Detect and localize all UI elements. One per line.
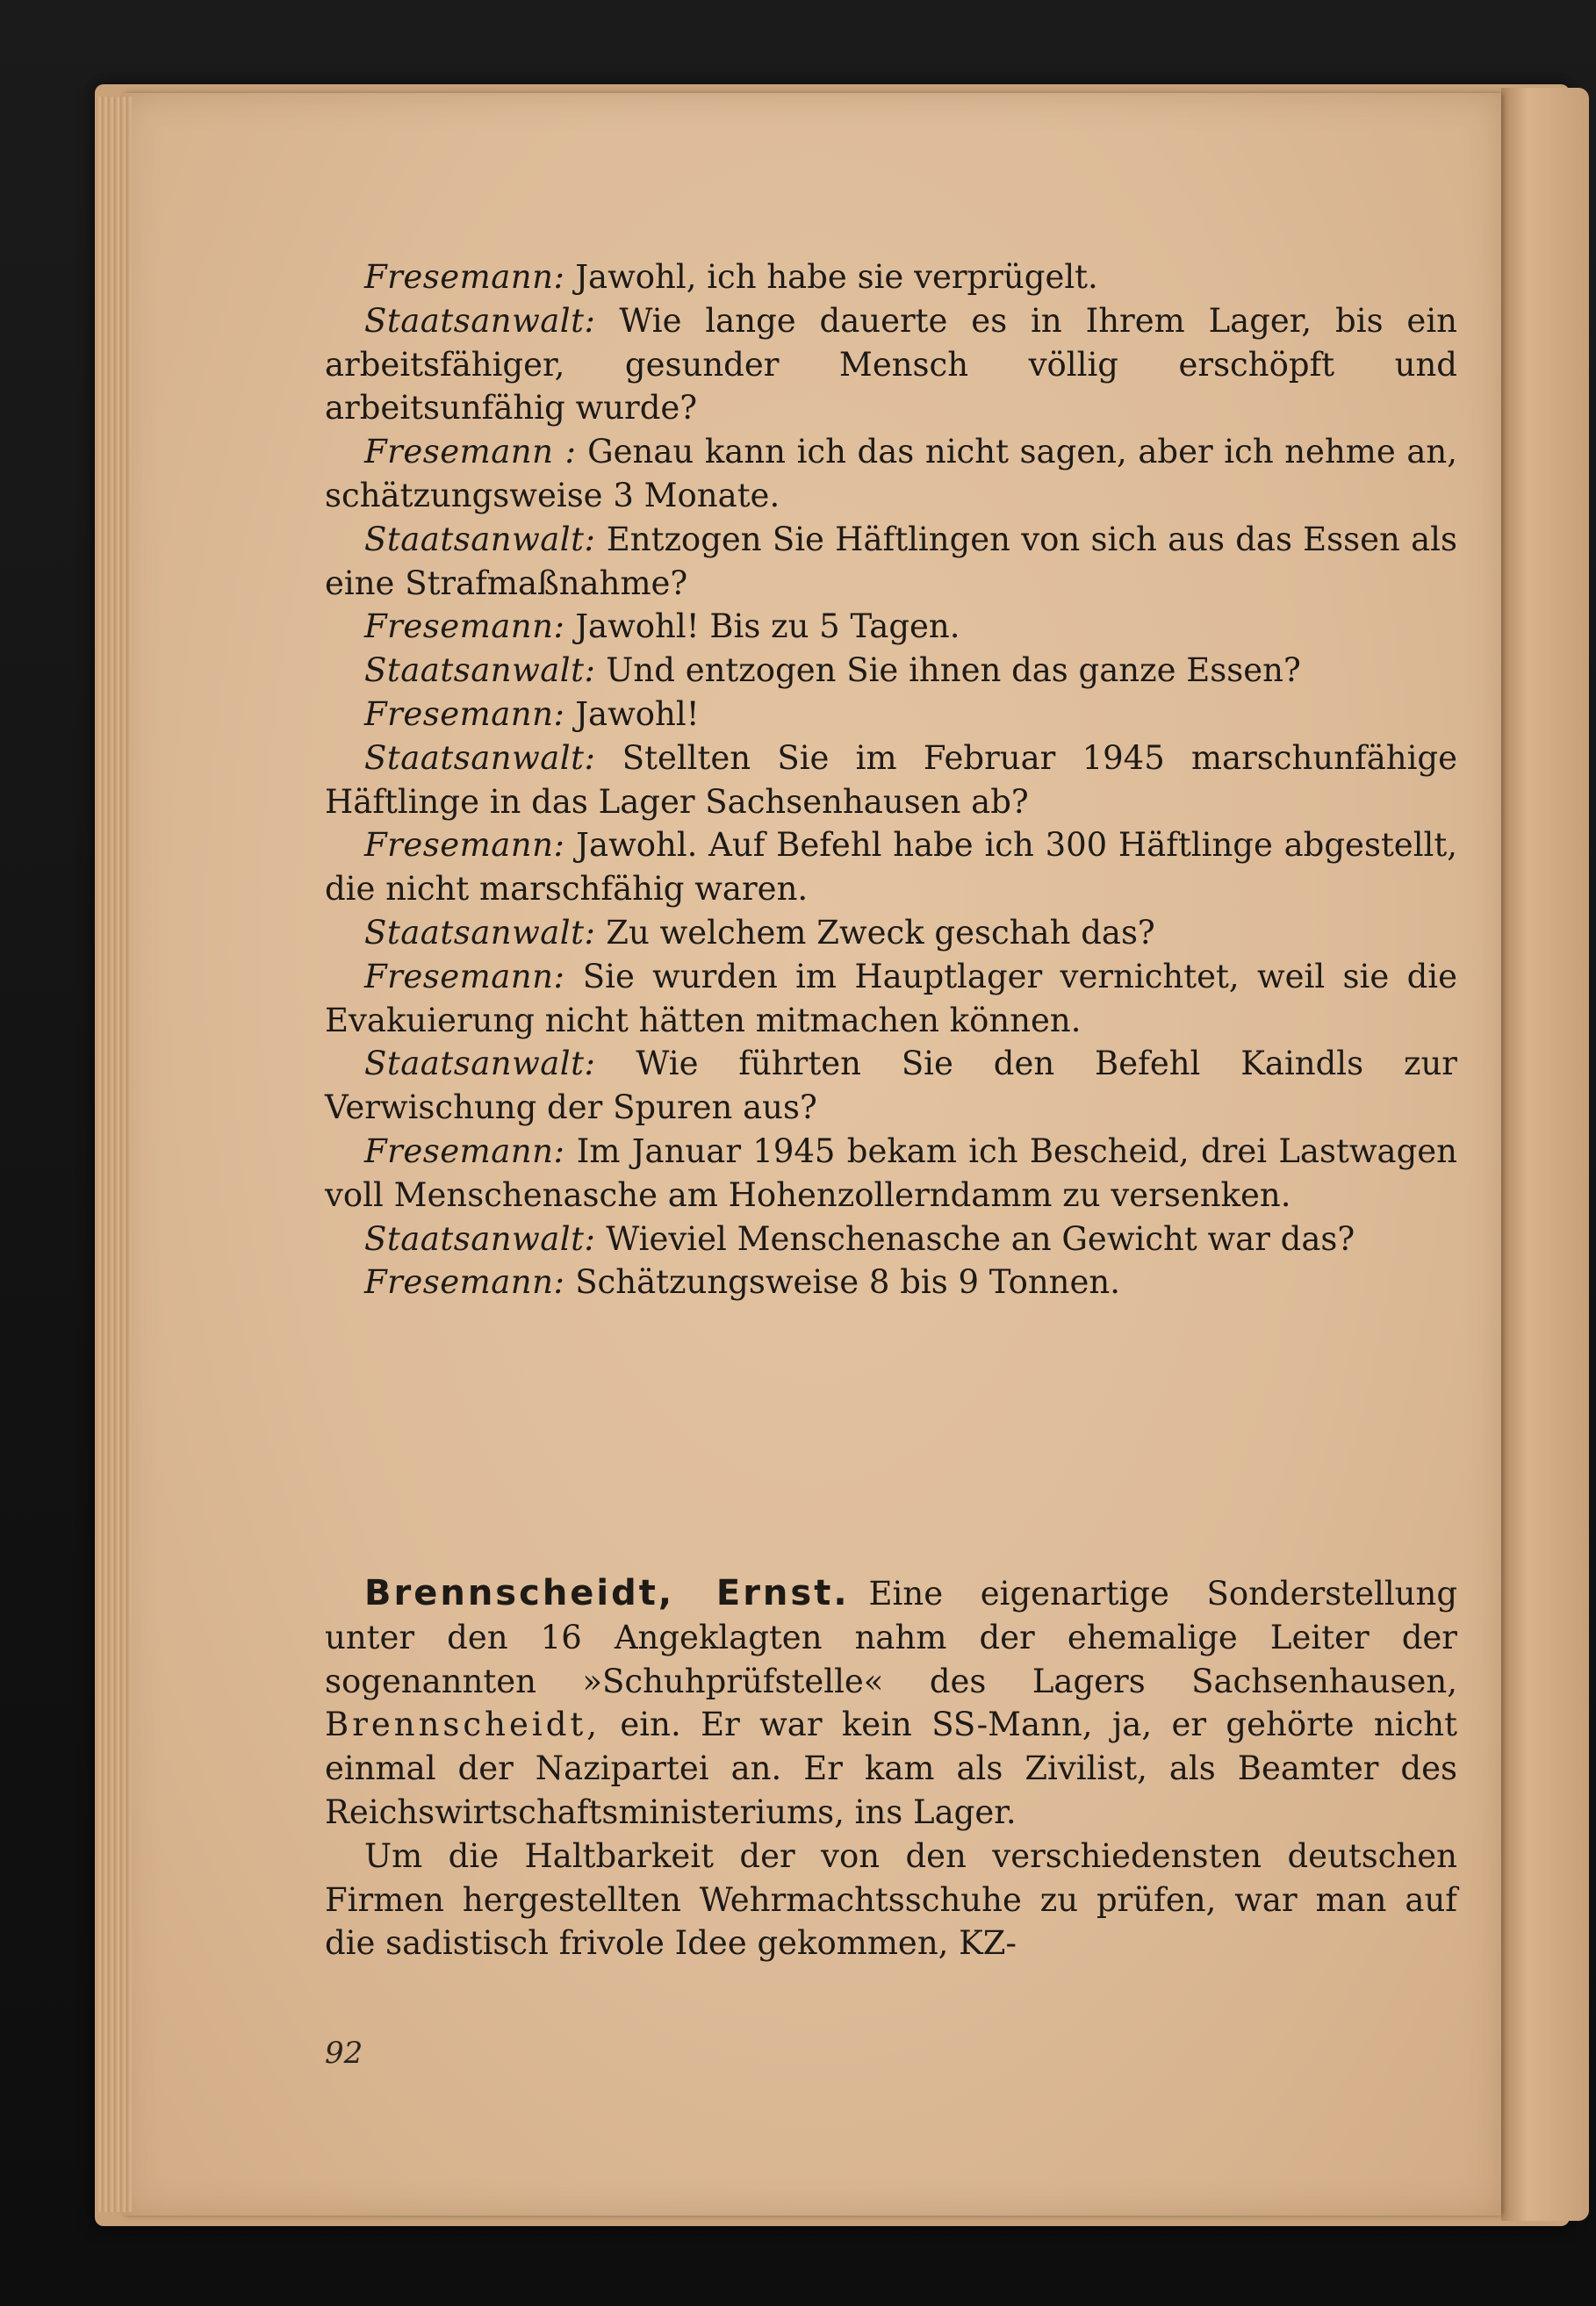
dialogue-line <box>325 518 1457 606</box>
dialogue-line <box>325 1130 1457 1218</box>
dialogue-line <box>325 255 1457 299</box>
dialogue-line <box>325 1042 1457 1130</box>
speaker-label: Fresemann : <box>364 433 577 471</box>
dialogue-text: Jawohl! Bis zu 5 Tagen. <box>575 607 960 646</box>
dialogue-line <box>325 1218 1457 1261</box>
speaker-label: Staatsanwalt: <box>364 913 596 952</box>
dialogue-text: Wieviel Menschenasche an Gewicht war das? <box>606 1219 1355 1258</box>
speaker-label: Staatsanwalt: <box>364 301 596 340</box>
section-heading: Brennscheidt, Ernst. <box>364 1573 850 1613</box>
dialogue-text: Zu welchem Zweck geschah das? <box>606 913 1155 952</box>
dialogue-line <box>325 299 1457 430</box>
dialogue-line <box>325 430 1457 518</box>
dialogue-line <box>325 605 1457 649</box>
dialogue-line <box>325 649 1457 693</box>
speaker-label: Staatsanwalt: <box>364 520 596 558</box>
dialogue-text: Jawohl, ich habe sie verprügelt. <box>575 258 1098 296</box>
dialogue-line <box>325 693 1457 736</box>
spaced-name: Brennscheidt, <box>325 1706 601 1744</box>
dialogue-text: Entzogen Sie Häftlingen von sich aus das Essen als eine Strafmaßnahme? <box>325 520 1458 602</box>
dialogue-text: Wie führten Sie den Befehl Kaindls zur Verwischung der Spuren aus? <box>325 1045 1457 1127</box>
dialogue-text: Im Januar 1945 bekam ich Bescheid, drei Lastwagen voll Menschenasche am Hohenzollerndamm zu versenken. <box>325 1131 1457 1214</box>
book-right-edge <box>1501 88 1589 2221</box>
dialogue-line <box>325 736 1457 824</box>
section-paragraph-1 <box>325 1572 1457 1835</box>
dialogue-text: Jawohl. Auf Befehl habe ich 300 Häftlinge abgestellt, die nicht marschfähig waren. <box>325 826 1458 909</box>
speaker-label: Staatsanwalt: <box>364 1045 596 1083</box>
page-number: 92 <box>325 2036 363 2071</box>
dialogue-text: Jawohl! <box>575 694 700 733</box>
speaker-label: Fresemann: <box>364 826 565 865</box>
section-paragraph-2: Um die Haltbarkeit der von den verschiedensten deutschen Firmen hergestellten Wehrmachtsschuhe zu prüfen, war man auf die sadistisch frivole Idee gekommen, KZ- <box>325 1836 1457 1963</box>
paragraph-text: ein. Er war kein SS-Mann, ja, er gehörte nicht einmal der Nazipartei an. Er kam als Zivilist, als Beamter des Reichswirtschaftsministeriums, ins Lager. <box>325 1706 1457 1831</box>
dialogue-text: Sie wurden im Hauptlager vernichtet, weil sie die Evakuierung nicht hätten mitmachen können. <box>325 957 1457 1039</box>
dialogue-line <box>325 1261 1457 1304</box>
speaker-label: Fresemann: <box>364 694 565 733</box>
dialogue-line <box>325 823 1457 911</box>
dialogue-text: Und entzogen Sie ihnen das ganze Essen? <box>606 651 1301 690</box>
dialogue-line <box>325 955 1457 1043</box>
dialogue-text: Wie lange dauerte es in Ihrem Lager, bis ein arbeitsfähiger, gesunder Mensch völlig erschöpft und arbeitsunfähig wurde? <box>325 301 1457 427</box>
paragraph-text: Eine eigenartige Sonderstellung unter den 16 Angeklagten nahm der ehemalige Leiter der sogenannten »Schuhprüfstelle« des Lagers Sachsenhausen, <box>325 1575 1457 1700</box>
page-stack-edge <box>97 97 132 2212</box>
speaker-label: Fresemann: <box>364 1263 565 1302</box>
dialogue-text: Genau kann ich das nicht sagen, aber ich nehme an, schätzungsweise 3 Monate. <box>325 433 1458 514</box>
book-page <box>123 93 1501 2216</box>
speaker-label: Fresemann: <box>364 1131 565 1170</box>
speaker-label: Staatsanwalt: <box>364 738 596 777</box>
dialogue-line <box>325 911 1457 955</box>
dialogue-text: Schätzungsweise 8 bis 9 Tonnen. <box>575 1263 1120 1302</box>
interrogation-transcript <box>325 255 1457 1304</box>
dialogue-text: Stellten Sie im Februar 1945 marschunfähige Häftlinge in das Lager Sachsenhausen ab? <box>325 738 1458 821</box>
speaker-label: Fresemann: <box>364 957 565 995</box>
speaker-label: Fresemann: <box>364 258 565 296</box>
speaker-label: Staatsanwalt: <box>364 651 596 690</box>
speaker-label: Fresemann: <box>364 607 565 646</box>
speaker-label: Staatsanwalt: <box>364 1219 596 1258</box>
section-brennscheidt <box>325 1572 1457 1965</box>
